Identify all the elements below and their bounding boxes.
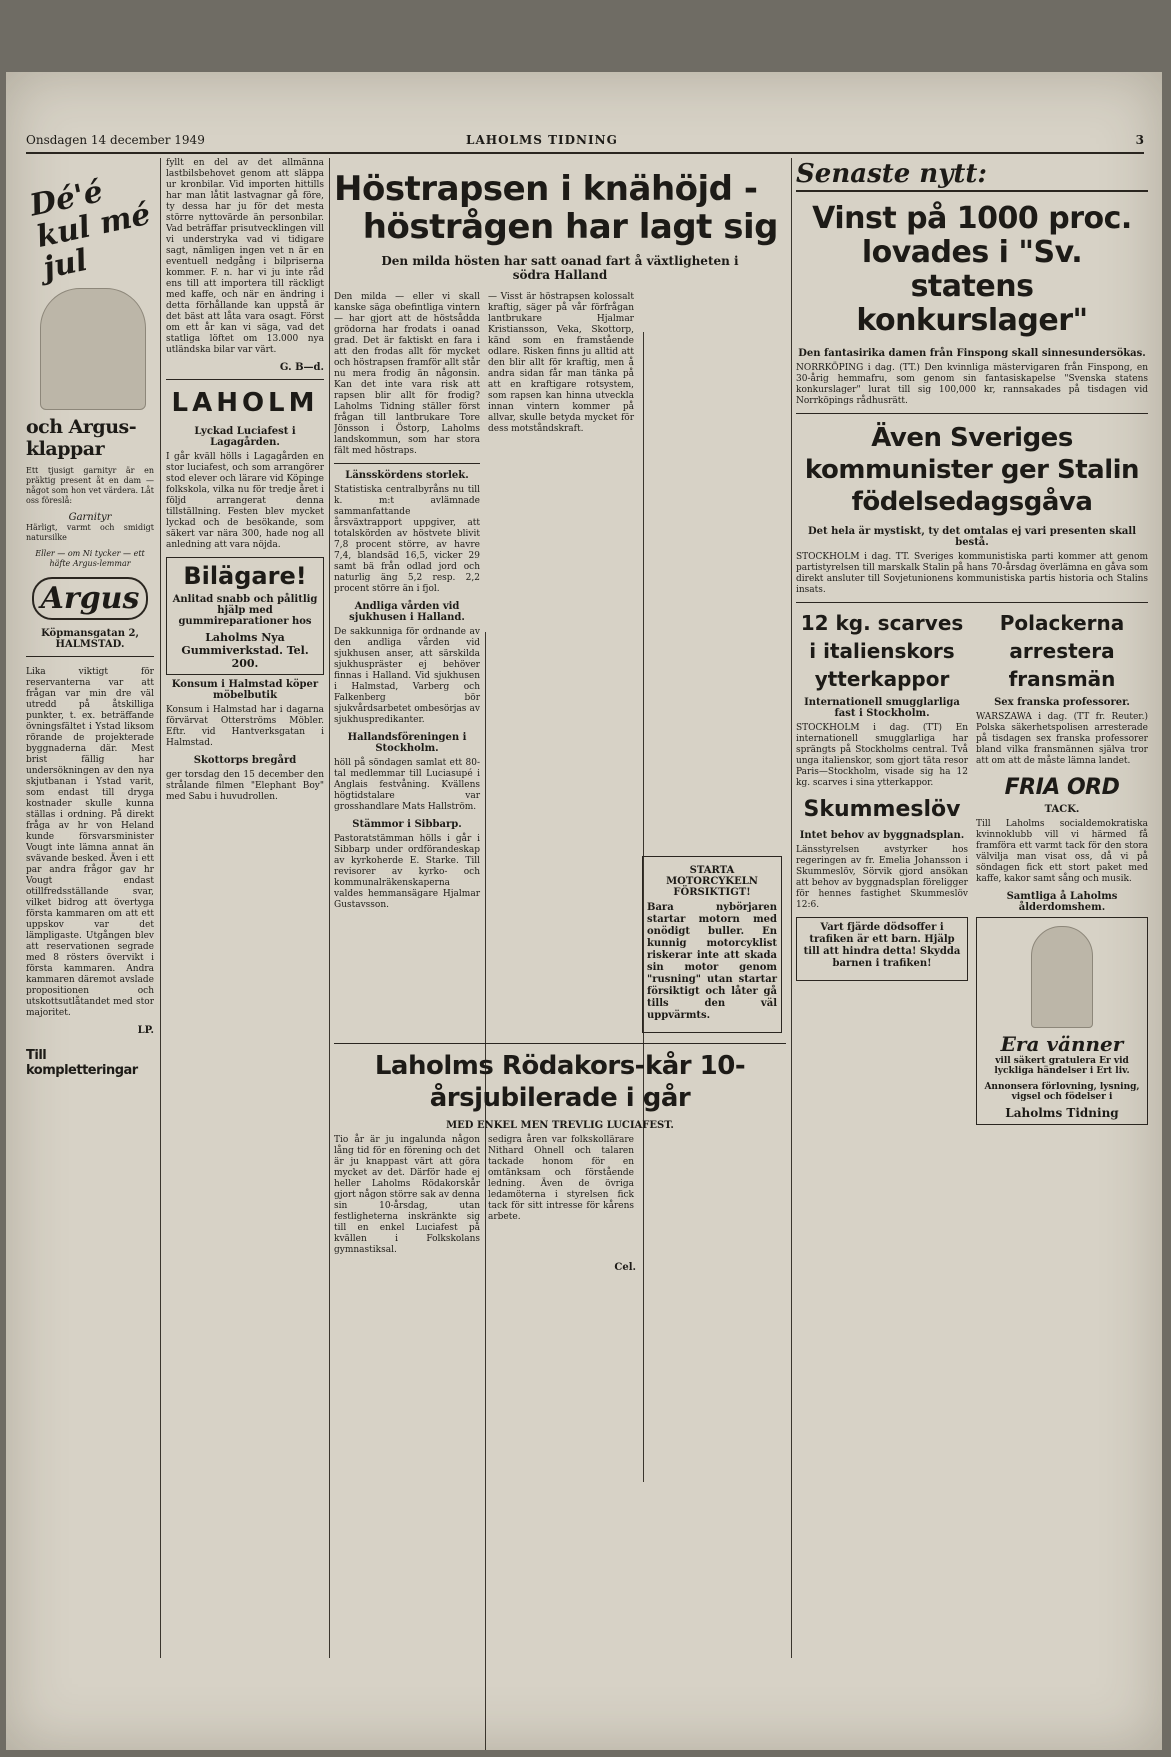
- column-1: [26, 158, 154, 1748]
- argus-logo: Argus: [32, 577, 148, 620]
- rodakors-subhead: MED ENKEL MEN TREVLIG LUCIAFEST.: [446, 1120, 674, 1131]
- column-rule: [791, 158, 792, 1658]
- skottorp-heading: Skottorps bregård: [193, 755, 297, 766]
- stalin-deck: Det hela är mystiskt, ty det omtalas ej vari presenten skall bestå.: [808, 526, 1136, 548]
- hallands-heading: Hallandsföreningen i Stockholm.: [347, 732, 467, 754]
- polackerna-headline: Polackerna arrestera fransmän: [999, 611, 1125, 691]
- andliga-text: De sakkunniga för ordnande av den andliga vården vid sjukhusen anser, att särskilda sjukhuspräster ej behöver finnas i Halland. Vid sjukhusen i Halmstad, Varberg och Falkenberg bör sjukvårdsarbetet ombesörjas av sjukhuspredikanter.: [334, 627, 480, 725]
- top-story-text: fyllt en del av det allmänna lastbilsbehovet genom att släppa ur kronbilar. Vid importen hittills har man låtit lastvagnar gå före, ty dessa har ju för det mesta större nyttovärde än personbilar. Vad beträffar prisutvecklingen vill vi understryka vad vi tidigare sagt, nämligen ingen vet n är en eventuell nedgång i bilpriserna kommer. F. n. har vi ju inte råd ens till att importera till räckligt med kaffe, och när en ändring i detta förhållande kan uppstå är det bäst att låta vara osagt. Först om ett år kan vi säga, vad det statliga löftet om 13.000 nya utländska bilar var värt.: [166, 158, 324, 355]
- date-line: Onsdagen 14 december 1949: [26, 133, 205, 147]
- lower-sub-columns: [796, 609, 1148, 1129]
- main-headline-line1: Höstrapsen i knähöjd -: [334, 169, 758, 209]
- andliga-heading: Andliga vården vid sjukhusen i Halland.: [349, 601, 465, 623]
- scarves-deck: Internationell smugglarliga fast i Stockholm.: [804, 697, 960, 719]
- gummi-ad-name: Laholms Nya Gummiverkstad. Tel. 200.: [181, 631, 309, 670]
- woman-flowers-illustration: [1031, 926, 1093, 1028]
- column-2: [166, 158, 324, 1748]
- bottom-heading: Till kompletteringar: [26, 1048, 138, 1078]
- skummeslov-heading: Skummeslöv: [803, 797, 961, 822]
- gummi-ad: [166, 557, 324, 675]
- newspaper-page: [6, 72, 1162, 1750]
- main-story-col-a: [334, 292, 480, 1037]
- paper-name: LAHOLMS TIDNING: [466, 133, 618, 147]
- main-story-col-b: [488, 292, 634, 1037]
- konsum-text: Konsum i Halmstad har i dagarna förvärvat Otterströms Möbler. Eftr. vid Hantverksgatan i Halmstad.: [166, 705, 324, 748]
- fria-ord-signature: Samtliga å Laholms ålderdomshem.: [1006, 891, 1118, 913]
- ad-script-heading: Dé'é kul mé jul: [26, 174, 154, 287]
- rodakors-headline: Laholms Rödakors-kår 10-årsjubilerade i går: [374, 1051, 746, 1113]
- ad-garnityr-desc: Härligt, varmt och smidigt natursilke: [26, 523, 154, 542]
- stalin-story: STOCKHOLM i dag. TT. Sveriges kommunistiska parti kommer att genom partistyrelsen till marskalk Stalin på hans 70-årsdag överlämna en gåva som direkt ansluter till Sovjetunionens kommunistiska partis historia och Stalins insats.: [796, 552, 1148, 595]
- motorcycle-heading: STARTA MOTORCYKELN FÖRSIKTIGT!: [666, 865, 758, 898]
- ad-script: Era vänner: [1000, 1032, 1124, 1056]
- fria-ord-text: Till Laholms socialdemokratiska kvinnoklubb vill vi härmed få framföra ett varmt tack för den stora välvilja man visat oss, då vi på söndagen fick ett stort paket med kaffe, kakor samt sång och musik.: [976, 819, 1148, 884]
- latest-story: NORRKÖPING i dag. (TT.) Den kvinnliga mästervigaren från Finspong, en 30-årig hemmafru, som genom sin fantasiskapelse "Svenska statens konkurslager" lurat till sig 100,000 kr, rannsakades på tisdagen vid Norrköpings rådhusrätt.: [796, 363, 1148, 406]
- motorcycle-notice: [642, 856, 782, 1033]
- main-subhead: Den milda hösten har satt oanad fart å växtligheten i södra Halland: [381, 254, 739, 282]
- konsum-heading: Konsum i Halmstad köper möbelbutik: [171, 679, 319, 701]
- laholm-subhead: Lyckad Luciafest i Lagagården.: [194, 426, 296, 448]
- tidning-ad: [976, 917, 1148, 1125]
- latest-news-banner: Senaste nytt:: [796, 158, 1148, 192]
- lower-left: [796, 609, 968, 1129]
- woman-illustration: [40, 288, 146, 410]
- latest-headline: Vinst på 1000 proc. lovades i "Sv. statens konkurslager": [812, 201, 1132, 338]
- story-text: Lika viktigt för reservanterna var att frågan var min dre väl utredd på åtskilliga punkter, t. ex. beträffande övningsfältet i Ystad liksom rörande de projekterade byggnaderna där. Mest brist fällig har undersökningen av den nya skjutbanan i Ystad varit, som endast till dryga kostnader skulle kunna ställas i ordning. På direkt fråga av hr von Heland kunde försvarsminister Vougt inte lämna annat än svävande besked. Även i ett par andra frågor gav hr Vougt endast otillfredsställande svar, vilket bidrog att övertyga första kammaren om att ett uppskov var det lämpligaste. Utgången blev att reservationen segrade med 8 rösters övervikt i första kammaren. Andra kammaren däremot avslade propositionen och utskottsutlåtandet med stor majoritet.: [26, 667, 154, 1018]
- traffic-warning: [796, 917, 968, 981]
- skummeslov-text: Länsstyrelsen avstyrker hos regeringen av fr. Emelia Johansson i Skummeslöv, Sörvik gjord ansökan att behov av byggnadsplan föreligger för hennes fastighet Skummeslöv 12:6.: [796, 845, 968, 910]
- ad-brand: och Argus-klappar: [26, 416, 137, 460]
- gummi-ad-heading: Bilägare!: [183, 562, 307, 590]
- stalin-headline: Även Sveriges kommunister ger Stalin födelsedagsgåva: [804, 423, 1140, 517]
- column-3: [334, 158, 786, 1748]
- rodakors-text-2: sedigra åren var folkskollärare Nithard Ohnell och talaren tackade honom för en omtänksam och förstående ledning. Även de övriga ledamöterna i styrelsen fick tack för sitt intresse för kårens arbete.: [488, 1135, 634, 1222]
- column-rule: [329, 158, 330, 1658]
- top-story-signature: G. B—d.: [279, 362, 324, 373]
- ad-paper-name: Laholms Tidning: [1005, 1106, 1119, 1120]
- rodakors-signature: Cel.: [614, 1262, 636, 1273]
- polackerna-text: WARSZAWA i dag. (TT fr. Reuter.) Polska säkerhetspolisen arresterade på tisdagen sex franska professorer bland vilka fransmännen själva tror att om att de måste lämna landet.: [976, 712, 1148, 766]
- main-headline-line2: höstrågen har lagt sig: [362, 207, 778, 247]
- stat-heading: Länsskördens storlek.: [345, 470, 469, 481]
- laholm-heading: LAHOLM: [171, 388, 319, 418]
- story-signature: LP.: [137, 1025, 154, 1036]
- ad-garnityr-title: Garnityr: [68, 512, 112, 523]
- ad-address: Köpmansgatan 2, HALMSTAD.: [41, 628, 139, 650]
- ad-text-2: Annonsera förlovning, lysning, vigsel och födelser i: [984, 1082, 1140, 1102]
- skummeslov-subhead: Intet behov av byggnadsplan.: [799, 830, 965, 841]
- rodakors-text: Tio år är ju ingalunda någon lång tid för en förening och det är ju knappast värt att göra mycket av det. Därför hade ej heller Laholms Rödakorskår gjort någon större sak av denna sin 10-årsdag, utan festligheterna inskränkte sig till en enkel Luciafest på kvällen i Folkskolans gymnastiksal.: [334, 1135, 480, 1255]
- ad-text: Ett tjusigt garnityr är en präktig present åt en dam — något som hon vet värdera. Låt oss föreslå:: [26, 466, 154, 505]
- scarves-text: STOCKHOLM i dag. (TT) En internationell smugglarliga har sprängts på Stockholms central. Två unga italienskor, som gjort täta resor Paris—Stockholm, visade sig ha 12 kg. scarves i sina ytterkappor.: [796, 723, 968, 788]
- main-story-text-b: — Visst är höstrapsen kolossalt kraftig, säger på vår förfrågan lantbrukare Hjalmar Kristiansson, Veka, Skottorp, känd som en framstående odlare. Risken finns ju alltid att den blir allt för kraftig, men å andra sidan får man tänka på att en kraftigare rotsystem, som rapsen kan hinna utveckla innan vintern kommer på allvar, skulle betyda mycket för dess motståndskraft.: [488, 292, 634, 434]
- hallands-text: höll på söndagen samlat ett 80-tal medlemmar till Luciasupé i Anglais festvåning. Kvällens högtidstalare var grosshandlare Mats Hallström.: [334, 758, 480, 812]
- main-story-col-c: [642, 292, 782, 1037]
- column-4: [796, 158, 1148, 1748]
- stammor-text: Pastoratstämman hölls i går i Sibbarp under ordförandeskap av kyrkoherde E. Starke. Till revisorer av kyrko- och kommunalräkenskaperna valdes hemmansägare Hjalmar Gustavsson.: [334, 834, 480, 910]
- laholm-text: I går kväll hölls i Lagagården en stor luciafest, och som arrangörer stod elever och lärare vid Köpinge folkskola, vilka nu för tredje året i följd arrangerat denna tillställning. Festen blev mycket lyckad och de besökande, som säkert var nära 300, hade nog all anledning att vara nöjda.: [166, 452, 324, 550]
- ad-tail: Eller — om Ni tycker — ett häfte Argus-lemmar: [35, 549, 145, 568]
- argus-ad: [26, 174, 154, 657]
- fria-ord-sub: TACK.: [1044, 804, 1080, 815]
- lower-right: [976, 609, 1148, 1129]
- latest-deck: Den fantasirika damen från Finspong skall sinnesundersökas.: [798, 348, 1146, 359]
- folio-bar: [26, 130, 1144, 154]
- stat-text: Statistiska centralbyråns nu till k. m:t avlämnade sammanfattande årsväxtrapport uppgiver, att totalskörden av höstvete blivit 7,8 procent större, av havre 7,4, blandsäd 16,5, vicker 29 samt bä från odlad jord och naturlig äng 5,2 resp. 2,2 procent större än i fjol.: [334, 485, 480, 594]
- gummi-ad-text: Anlitad snabb och pålitlig hjälp med gummireparationer hos: [172, 594, 318, 627]
- fria-ord-heading: FRIA ORD: [1004, 775, 1120, 800]
- main-story-columns: [334, 292, 786, 1037]
- column-rule: [160, 158, 161, 1658]
- polackerna-deck: Sex franska professorer.: [994, 697, 1130, 708]
- skottorp-text: ger torsdag den 15 december den strålande filmen "Elephant Boy" med Sabu i huvudrollen.: [166, 770, 324, 802]
- scarves-headline: 12 kg. scarves i italienskors ytterkappor: [800, 611, 964, 691]
- stammor-heading: Stämmor i Sibbarp.: [352, 819, 462, 830]
- ad-text: vill säkert gratulera Er vid lyckliga händelser i Ert liv.: [994, 1056, 1130, 1076]
- page-number: 3: [1135, 133, 1144, 147]
- traffic-warning-text: Vart fjärde dödsoffer i trafiken är ett barn. Hjälp till att hindra detta! Skydda barnen i trafiken!: [803, 922, 961, 969]
- main-story-text-a: Den milda — eller vi skall kanske säga obefintliga vintern — har gjort att de höstsådda grödorna har frodats i oanad grad. Det är faktiskt en fara i att den frodas allt för mycket och höstrapsen framför allt står nu mera frodig än någonsin. Kan det inte vara risk att rapsen blir allt för frodig? Laholms Tidning ställer först frågan till lantbrukare Tore Jönsson i Östorp, Laholms landskommun, som har stora fält med höstraps.: [334, 292, 480, 456]
- motorcycle-text: Bara nybörjaren startar motorn med onödigt buller. En kunnig motorcyklist riskerar inte att skada sin motor genom "rusning" utan startar försiktigt och låter gå tills den väl uppvärmts.: [647, 902, 777, 1021]
